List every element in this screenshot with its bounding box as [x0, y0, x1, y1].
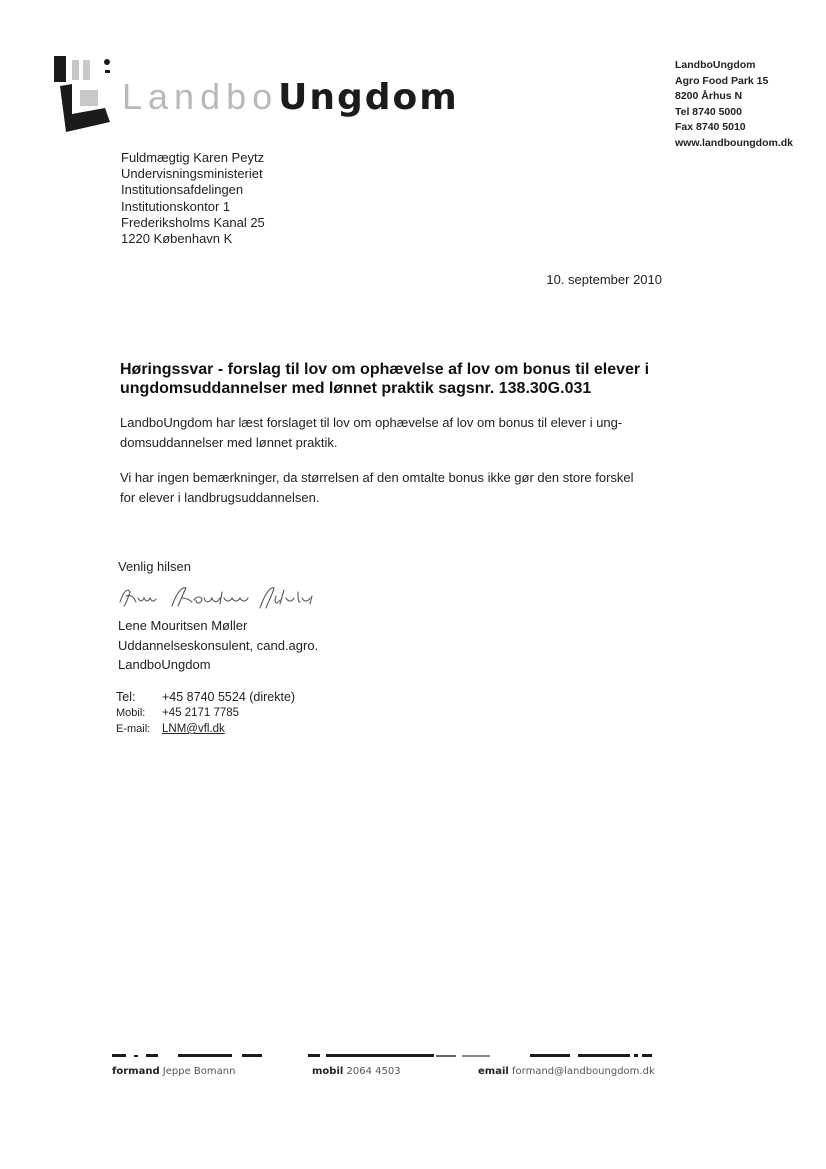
letter-date: 10. september 2010: [546, 272, 662, 287]
email-link[interactable]: LNM@vfl.dk: [162, 723, 225, 735]
contact-email-row: E-mail: LNM@vfl.dk: [116, 723, 225, 735]
footer-formand: formand Jeppe Bomann: [112, 1066, 236, 1077]
sender-tel: Tel 8740 5000: [675, 105, 742, 118]
closing: Venlig hilsen: [118, 559, 191, 574]
footer-mobil: mobil 2064 4503: [312, 1066, 401, 1077]
sender-web: www.landboungdom.dk: [675, 136, 794, 149]
sender-name: LandboUngdom: [675, 59, 756, 71]
sender-street: Agro Food Park 15: [675, 74, 769, 87]
contact-mobil-row: Mobil: +45 2171 7785: [116, 706, 240, 719]
recipient-line: Frederiksholms Kanal 25: [121, 214, 265, 230]
sender-city: 8200 Århus N: [675, 90, 743, 102]
recipient-line: Undervisningsministeriet: [121, 166, 263, 182]
signer-block: [118, 616, 318, 675]
contact-tel-row: Tel: +45 8740 5524 (direkte): [116, 690, 296, 704]
recipient-address: [121, 150, 265, 247]
body-paragraph-2: Vi har ingen bemærkninger, da størrelsen af den omtalte bonus ikke gør den store forskel for elever i landbrugsuddannelsen.: [120, 470, 634, 505]
signer-name: Lene Mouritsen Møller: [118, 618, 248, 633]
sender-fax: Fax 8740 5010: [675, 121, 746, 133]
recipient-line: 1220 København K: [121, 231, 233, 247]
footer-email: email formand@landboungdom.dk: [478, 1066, 655, 1077]
signer-title: Uddannelseskonsulent, cand.agro.: [118, 637, 319, 653]
body-paragraph-1: LandboUngdom har læst forslaget til lov om ophævelse af lov om bonus til elever i ung- domsuddannelser med lønnet praktik.: [120, 415, 623, 450]
recipient-line: Institutionskontor 1: [121, 198, 231, 214]
recipient-line: Institutionsafdelingen: [121, 182, 244, 198]
signer-org: LandboUngdom: [118, 657, 211, 672]
subject-heading: Høringssvar - forslag til lov om ophævelse af lov om bonus til elever i ungdomsuddannelser med lønnet praktik sagsnr. 138.30G.031: [120, 361, 650, 397]
handwritten-signature: [116, 580, 356, 614]
sender-address: [675, 58, 793, 151]
contact-block: [116, 690, 295, 740]
recipient-line: Fuldmægtig Karen Peytz: [121, 150, 265, 165]
logo-wordmark: LandboUngdom: [122, 76, 459, 118]
footer-divider: [112, 1053, 652, 1059]
logo-mark: [50, 50, 122, 136]
